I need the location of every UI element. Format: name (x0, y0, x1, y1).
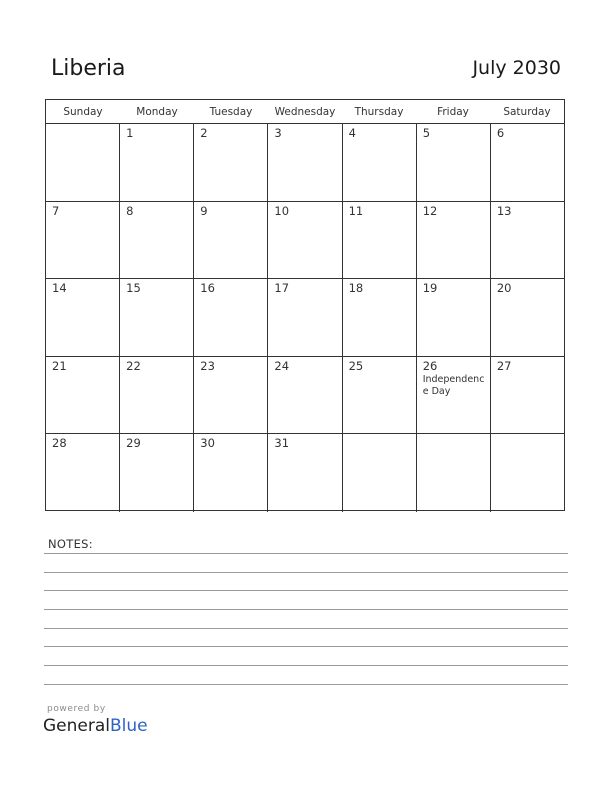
day-cell (343, 279, 417, 356)
day-number: 11 (348, 203, 364, 218)
day-number: 24 (274, 358, 290, 373)
day-number: 21 (52, 358, 67, 373)
day-number: 27 (496, 358, 512, 373)
day-cell (417, 124, 491, 201)
day-cell (268, 124, 342, 201)
day-cell (343, 124, 417, 201)
note-line (44, 572, 568, 573)
day-cell (491, 434, 564, 512)
weekday-header-row (46, 100, 564, 124)
note-line (44, 646, 568, 647)
day-cell (120, 357, 194, 434)
day-number: 31 (274, 436, 290, 451)
note-line (44, 609, 568, 610)
day-cell (343, 202, 417, 279)
note-line (44, 590, 568, 591)
day-number: 23 (200, 358, 215, 373)
day-number: 20 (496, 281, 512, 296)
weekday-sunday: Sunday (63, 106, 103, 118)
day-cell (194, 357, 268, 434)
day-cell (491, 279, 564, 356)
day-number: 15 (126, 281, 141, 296)
note-line (44, 553, 568, 554)
day-cell (268, 434, 342, 512)
day-cell (46, 434, 120, 512)
day-cell (194, 279, 268, 356)
day-cell (194, 434, 268, 512)
day-cell (194, 124, 268, 201)
weekday-wednesday: Wednesday (274, 106, 336, 118)
day-cell (268, 202, 342, 279)
note-line (44, 628, 568, 629)
day-number: 14 (52, 281, 67, 296)
day-number: 30 (200, 436, 215, 451)
day-number: 28 (52, 436, 67, 451)
week-row (46, 202, 564, 280)
week-row (46, 357, 564, 435)
day-number: 17 (274, 281, 290, 296)
weekday-monday: Monday (136, 106, 178, 118)
day-number: 25 (348, 358, 364, 373)
country-title: Liberia (51, 56, 126, 81)
day-number: 13 (496, 203, 512, 218)
day-number: 2 (200, 126, 208, 140)
day-number: 22 (126, 358, 141, 373)
day-number: 26 (422, 358, 438, 373)
day-number: 8 (126, 203, 134, 218)
powered-by-text: powered by (47, 704, 106, 714)
day-cell (120, 124, 194, 201)
day-number: 4 (348, 126, 356, 140)
weekday-friday: Friday (437, 106, 469, 118)
day-number: 6 (496, 126, 505, 140)
week-row (46, 434, 564, 512)
day-cell (417, 279, 491, 356)
day-cell (417, 357, 491, 434)
day-number: 5 (422, 126, 431, 140)
day-number: 1 (126, 126, 134, 140)
month-year-title: July 2030 (472, 57, 561, 79)
note-line (44, 684, 568, 685)
day-cell (491, 202, 564, 279)
notes-label: NOTES: (48, 537, 93, 551)
day-number: 10 (274, 203, 290, 218)
day-cell (120, 202, 194, 279)
day-cell (268, 279, 342, 356)
brand-general-text: General (43, 716, 110, 736)
day-number: 3 (274, 126, 282, 140)
day-cell (417, 434, 491, 512)
day-number: 16 (200, 281, 215, 296)
day-cell (46, 202, 120, 279)
day-cell (491, 124, 564, 201)
day-cell (46, 357, 120, 434)
weekday-thursday: Thursday (354, 106, 404, 118)
day-cell (268, 357, 342, 434)
week-row (46, 279, 564, 357)
day-cell (46, 124, 120, 201)
day-cell (120, 434, 194, 512)
day-cell (343, 357, 417, 434)
holiday-label: Independence Day (422, 373, 485, 397)
day-number: 29 (126, 436, 141, 451)
day-cell (417, 202, 491, 279)
brand-blue-text: Blue (110, 716, 148, 736)
day-number: 12 (422, 203, 438, 218)
weekday-saturday: Saturday (503, 106, 551, 118)
week-row (46, 124, 564, 202)
day-cell (491, 357, 564, 434)
day-cell (343, 434, 417, 512)
day-number: 7 (52, 203, 60, 218)
generalblue-logo (43, 716, 148, 736)
day-cell (120, 279, 194, 356)
day-cell (46, 279, 120, 356)
weekday-tuesday: Tuesday (209, 106, 253, 118)
day-cell (194, 202, 268, 279)
day-number: 19 (422, 281, 438, 296)
calendar-grid (45, 99, 565, 511)
day-number: 18 (348, 281, 364, 296)
note-line (44, 665, 568, 666)
day-number: 9 (200, 203, 208, 218)
